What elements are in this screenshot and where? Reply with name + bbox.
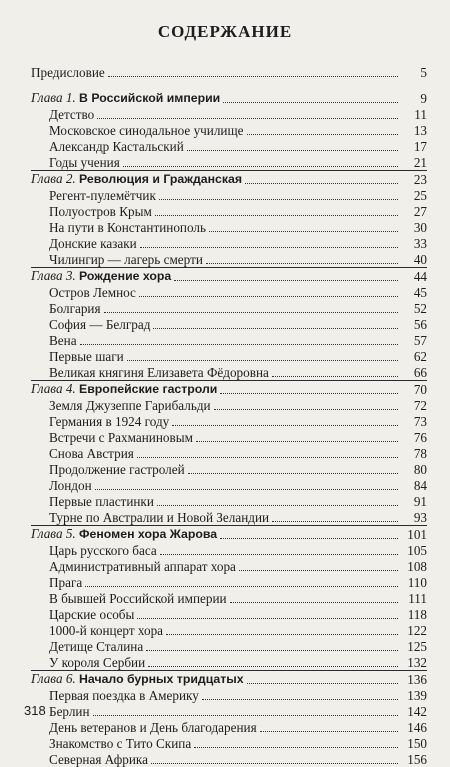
toc-page-number: 111 [408,591,427,606]
toc-row [31,445,427,461]
dot-leader [151,763,398,764]
chapter-prefix: Глава 1. [31,90,76,105]
toc-entry-label: Предисловие [31,65,105,80]
toc-row [31,364,427,380]
toc-page-number: 11 [414,107,427,122]
toc-page-number: 73 [413,414,427,429]
dot-leader [153,328,398,329]
toc-row [31,622,427,638]
toc-page-number: 93 [413,510,427,525]
dot-leader [93,715,398,716]
toc-entry-label: Болгария [49,301,101,316]
toc-entry-label: Снова Австрия [49,446,134,461]
toc-row [31,219,427,235]
toc-entry-label: Донские казаки [49,236,137,251]
toc-page-number: 156 [407,752,427,767]
toc-row [31,735,427,751]
toc-entry-label: Детище Сталина [49,639,144,654]
toc-row [31,64,427,80]
toc-entry-label [31,381,217,397]
toc-entry-label: Царские особы [49,607,135,622]
dot-leader [159,199,398,200]
toc-page-number: 78 [413,446,427,461]
toc-row [31,138,427,154]
toc-row [31,638,427,654]
toc-page-number: 118 [407,607,427,622]
toc-entry-label: Знакомство с Тито Скипа [49,736,192,751]
dot-leader [214,409,398,410]
toc-entry-label: Прага [49,575,83,590]
dot-leader [188,473,398,474]
dot-leader [272,521,398,522]
toc-page-number: 17 [413,139,427,154]
toc-entry-label: 1000-й концерт хора [49,623,164,638]
page-title: СОДЕРЖАНИЕ [157,22,293,41]
toc-entry-label: Встречи с Рахманиновым [49,430,193,445]
toc-entry-label: Берлин [49,704,90,719]
dot-leader [223,102,398,103]
dot-leader [194,747,398,748]
dot-leader [155,215,398,216]
toc-page-number: 45 [413,285,427,300]
toc-entry-label: В бывшей Российской империи [49,591,227,606]
toc-page-number: 105 [407,543,427,558]
table-of-contents [31,64,427,767]
toc-page-number: 139 [407,688,427,703]
toc-entry-label [31,671,244,687]
toc-entry-label: Полуостров Крым [49,204,152,219]
dot-leader [139,296,398,297]
toc-entry-label: Александр Кастальский [49,139,184,154]
chapter-title: Начало бурных тридцатых [79,672,244,686]
chapter-prefix: Глава 6. [31,671,76,686]
toc-page-number: 70 [413,382,427,397]
dot-leader [247,134,399,135]
toc-row [31,332,427,348]
toc-row [31,429,427,445]
toc-page-number: 125 [407,639,427,654]
toc-entry-label [31,268,171,284]
toc-page-number: 110 [407,575,427,590]
dot-leader [140,247,398,248]
toc-chapter-row [31,90,427,106]
toc-page-number: 136 [407,672,427,687]
chapter-title: Феномен хора Жарова [79,527,218,541]
toc-chapter-row [31,525,427,542]
toc-entry-label [31,90,220,106]
toc-page-number: 52 [413,301,427,316]
toc-row [31,493,427,509]
toc-page-number: 122 [407,623,427,638]
toc-entry-label: Детство [49,107,95,122]
toc-page-number: 84 [413,478,427,493]
dot-leader [247,683,398,684]
dot-leader [187,150,398,151]
toc-page-number: 21 [413,155,427,170]
dot-leader [157,505,398,506]
toc-page-number: 33 [413,236,427,251]
dot-leader [239,570,398,571]
chapter-title: В Российской империи [79,91,221,105]
toc-entry-label: Московское синодальное училище [49,123,244,138]
toc-entry-label: Первые пластинки [49,494,154,509]
toc-entry-label: На пути в Константинополь [49,220,206,235]
toc-entry-label: Регент-пулемётчик [49,188,156,203]
toc-row [31,461,427,477]
toc-row [31,606,427,622]
page-number: 318 [24,703,46,718]
dot-leader [160,554,398,555]
toc-row [31,284,427,300]
chapter-title: Рождение хора [79,269,172,283]
chapter-prefix: Глава 3. [31,268,76,283]
dot-leader [206,263,398,264]
dot-leader [245,183,398,184]
toc-row [31,413,427,429]
toc-row [31,316,427,332]
toc-page-number: 62 [413,349,427,364]
chapter-prefix: Глава 5. [31,526,76,541]
toc-row [31,397,427,413]
toc-row [31,687,427,703]
toc-page-number: 150 [407,736,427,751]
dot-leader [137,457,398,458]
toc-entry-label [31,526,217,542]
chapter-prefix: Глава 2. [31,171,76,186]
toc-chapter-row [31,670,427,687]
toc-entry-label: Продолжение гастролей [49,462,185,477]
dot-leader [104,312,398,313]
dot-leader [108,76,398,77]
toc-row [31,703,427,719]
toc-page-number: 101 [407,527,427,542]
toc-entry-label: Остров Лемнос [49,285,136,300]
toc-row [31,719,427,735]
chapter-prefix: Глава 4. [31,381,76,396]
toc-page-number: 9 [420,91,427,106]
toc-row [31,300,427,316]
toc-entry-label: Чилингир — лагерь смерти [49,252,203,267]
toc-page-number: 108 [407,559,427,574]
dot-leader [220,538,398,539]
toc-entry-label: У короля Сербии [49,655,146,670]
toc-row [31,590,427,606]
toc-page-number: 80 [413,462,427,477]
toc-chapter-row [31,380,427,397]
chapter-title: Революция и Гражданская [79,172,243,186]
dot-leader [85,586,398,587]
toc-row [31,251,427,267]
toc-row [31,509,427,525]
toc-page-number: 66 [413,365,427,380]
toc-page-number: 56 [413,317,427,332]
toc-page-number: 72 [413,398,427,413]
toc-row [31,203,427,219]
chapter-title: Европейские гастроли [79,382,218,396]
toc-page-number: 5 [420,65,427,80]
dot-leader [196,441,398,442]
toc-page-number: 23 [413,172,427,187]
toc-page-number: 91 [413,494,427,509]
toc-page-number: 132 [407,655,427,670]
dot-leader [137,618,398,619]
dot-leader [260,731,398,732]
toc-entry-label: Турне по Австралии и Новой Зеландии [49,510,270,525]
toc-entry-label: Великая княгиня Елизавета Фёдоровна [49,365,269,380]
toc-page-number: 146 [407,720,427,735]
dot-leader [97,118,398,119]
toc-page-number: 27 [413,204,427,219]
dot-leader [166,634,398,635]
toc-entry-label: Первые шаги [49,349,124,364]
toc-entry-label: София — Белград [49,317,151,332]
toc-page-number: 40 [413,252,427,267]
dot-leader [123,166,398,167]
toc-entry-label: Лондон [49,478,92,493]
dot-leader [202,699,398,700]
toc-row [31,654,427,670]
toc-chapter-row [31,170,427,187]
toc-entry-label: Годы учения [49,155,120,170]
dot-leader [230,602,398,603]
toc-row [31,348,427,364]
dot-leader [80,344,398,345]
toc-page-number: 57 [413,333,427,348]
toc-entry-label: Северная Африка [49,752,148,767]
toc-page-number: 30 [413,220,427,235]
toc-page-number: 13 [413,123,427,138]
toc-page-number: 25 [413,188,427,203]
dot-leader [95,489,398,490]
dot-leader [220,393,398,394]
dot-leader [146,650,398,651]
toc-row [31,154,427,170]
toc-row [31,235,427,251]
toc-entry-label: День ветеранов и День благодарения [49,720,257,735]
toc-page-number: 76 [413,430,427,445]
dot-leader [174,280,398,281]
toc-row [31,558,427,574]
toc-row [31,574,427,590]
toc-entry-label: Первая поездка в Америку [49,688,199,703]
toc-row [31,751,427,767]
toc-entry-label: Вена [49,333,77,348]
toc-row [31,187,427,203]
toc-entry-label: Германия в 1924 году [49,414,170,429]
toc-chapter-row [31,267,427,284]
toc-row [31,542,427,558]
toc-row [31,106,427,122]
dot-leader [127,360,398,361]
toc-page-number: 142 [407,704,427,719]
dot-leader [272,376,398,377]
toc-entry-label [31,171,242,187]
toc-entry-label: Царь русского баса [49,543,157,558]
toc-row [31,477,427,493]
dot-leader [209,231,398,232]
dot-leader [172,425,398,426]
dot-leader [148,666,398,667]
toc-entry-label: Административный аппарат хора [49,559,236,574]
toc-entry-label: Земля Джузеппе Гарибальди [49,398,211,413]
toc-row [31,122,427,138]
toc-page-number: 44 [413,269,427,284]
